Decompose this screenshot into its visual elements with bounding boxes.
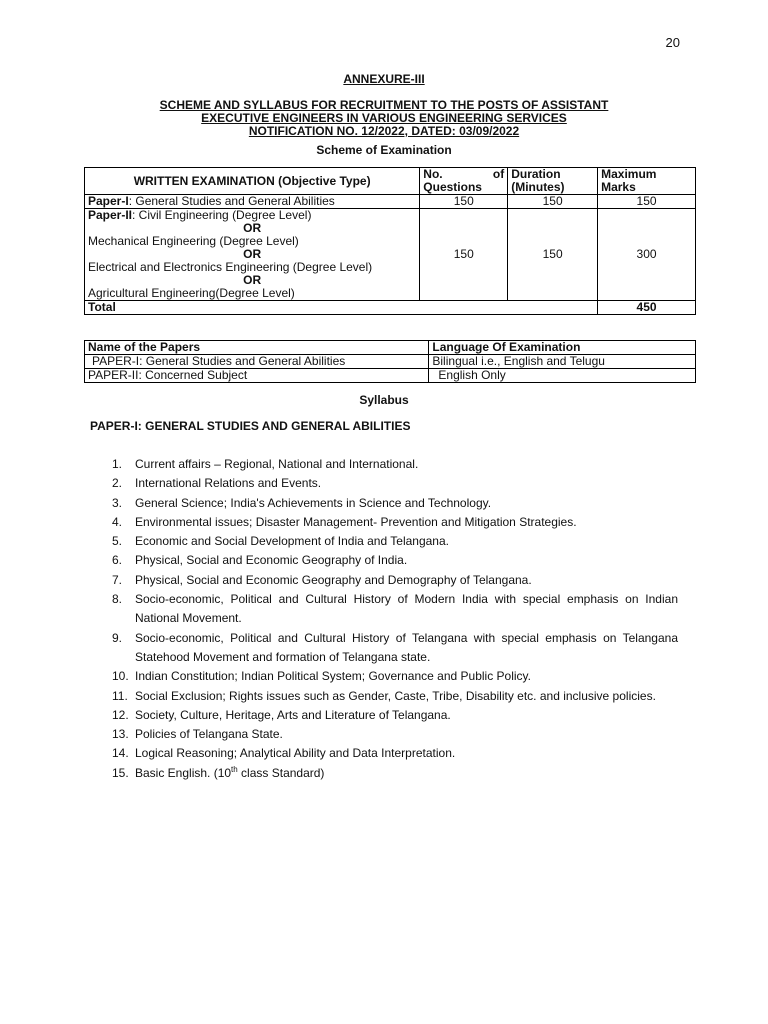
scheme-of-examination-table (84, 167, 696, 315)
paper2-agricultural: Agricultural Engineering(Degree Level) (88, 286, 295, 300)
item15-before: Basic English. (10 (135, 765, 232, 780)
or-separator: OR (243, 247, 262, 261)
item-number: 3. (112, 495, 123, 510)
table-row (85, 355, 696, 369)
lang-row2-language: English Only (429, 369, 696, 383)
paper1-text: : General Studies and General Abilities (128, 194, 335, 208)
lang-row2-paper: PAPER-II: Concerned Subject (85, 369, 429, 383)
item-text: General Science; India's Achievements in Science and Technology. (135, 495, 492, 510)
paper2-civil: : Civil Engineering (Degree Level) (132, 208, 312, 222)
paper2-questions: 150 (420, 209, 508, 301)
header-questions-label: Questions (423, 180, 482, 194)
list-item (100, 764, 678, 783)
header-written-exam: WRITTEN EXAMINATION (Objective Type) (85, 168, 420, 195)
item-text: Indian Constitution; Indian Political System; Governance and Public Policy. (135, 669, 531, 684)
paper2-duration: 150 (508, 209, 598, 301)
item-text: Economic and Social Development of India and Telangana. (135, 534, 449, 549)
table-row (85, 209, 696, 301)
table-header-row (85, 168, 696, 195)
lang-row1-paper: PAPER-I: General Studies and General Abilities (85, 355, 429, 369)
item-number: 10. (112, 669, 129, 684)
list-item (100, 474, 678, 493)
header-language: Language Of Examination (429, 341, 696, 355)
list-item (100, 725, 678, 744)
paper1-heading: PAPER-I: GENERAL STUDIES AND GENERAL ABILITIES (90, 419, 411, 433)
item-number: 14. (112, 746, 129, 761)
item-number: 12. (112, 707, 129, 722)
paper1-cell (85, 195, 420, 209)
list-item (100, 706, 678, 725)
table-row (85, 195, 696, 209)
table-header-row (85, 341, 696, 355)
item-text: Social Exclusion; Rights issues such as Gender, Caste, Tribe, Disability etc. and inclusive policies. (135, 688, 656, 703)
document-title-line-2: EXECUTIVE ENGINEERS IN VARIOUS ENGINEERING SERVICES (201, 111, 567, 125)
item-text: Physical, Social and Economic Geography and Demography of Telangana. (135, 572, 532, 587)
scheme-heading: Scheme of Examination (316, 143, 452, 157)
paper2-marks: 300 (598, 209, 696, 301)
item-text: Socio-economic, Political and Cultural History of Telangana with special emphasis on Telangana Statehood Movement and formation of Telangana state. (135, 630, 678, 664)
item-number: 2. (112, 476, 123, 491)
annexure-title: ANNEXURE-III (343, 72, 425, 86)
list-item (100, 455, 678, 474)
document-title-line-1: SCHEME AND SYLLABUS FOR RECRUITMENT TO THE POSTS OF ASSISTANT (159, 98, 609, 112)
item15-superscript: th (231, 764, 238, 774)
paper1-questions: 150 (420, 195, 508, 209)
header-duration-label: Duration (511, 167, 561, 181)
item-number: 5. (112, 534, 123, 549)
item-text: Environmental issues; Disaster Management- Prevention and Mitigation Strategies. (135, 514, 577, 529)
paper2-electrical: Electrical and Electronics Engineering (Degree Level) (88, 260, 373, 274)
item-number: 11. (112, 688, 128, 703)
item-text: Socio-economic, Political and Cultural History of Modern India with special emphasis on Indian National Movement. (135, 592, 678, 626)
list-item (100, 571, 678, 590)
item-text: Current affairs – Regional, National and International. (135, 457, 419, 471)
page-number: 20 (665, 35, 680, 50)
total-label: Total (85, 301, 598, 315)
header-max-marks (598, 168, 696, 195)
paper2-mechanical: Mechanical Engineering (Degree Level) (88, 234, 299, 248)
item-number: 15. (112, 765, 129, 780)
header-paper-name: Name of the Papers (85, 341, 429, 355)
header-duration (508, 168, 598, 195)
paper2-cell (85, 209, 420, 301)
header-max-label: Maximum (601, 167, 657, 181)
item15-after: class Standard) (237, 765, 325, 780)
syllabus-list (100, 455, 678, 783)
item-number: 6. (112, 553, 123, 568)
item-number: 9. (112, 630, 123, 645)
item-text: Society, Culture, Heritage, Arts and Literature of Telangana. (135, 707, 451, 722)
list-item (100, 667, 678, 686)
item-number: 4. (112, 514, 123, 529)
header-marks-label: Marks (601, 180, 636, 194)
or-separator: OR (243, 273, 262, 287)
list-item (100, 687, 678, 706)
list-item (100, 513, 678, 532)
list-item (100, 532, 678, 551)
lang-row1-language: Bilingual i.e., English and Telugu (429, 355, 696, 369)
syllabus-heading: Syllabus (359, 393, 409, 407)
list-item (100, 551, 678, 570)
item-text: Physical, Social and Economic Geography of India. (135, 553, 408, 568)
header-questions (420, 168, 508, 195)
list-item (100, 494, 678, 513)
item-text: Logical Reasoning; Analytical Ability and Data Interpretation. (135, 746, 456, 761)
list-item (100, 629, 678, 668)
header-duration-unit: (Minutes) (511, 180, 565, 194)
header-questions-no: No. (423, 167, 443, 181)
item-number: 8. (112, 592, 123, 607)
notification-line: NOTIFICATION NO. 12/2022, DATED: 03/09/2022 (248, 124, 520, 138)
list-item (100, 590, 678, 629)
paper2-label: Paper-II (88, 208, 133, 222)
total-row (85, 301, 696, 315)
language-table (84, 340, 696, 383)
table-row (85, 369, 696, 383)
list-item (100, 744, 678, 763)
paper1-label: Paper-I (88, 194, 129, 208)
paper1-duration: 150 (508, 195, 598, 209)
header-questions-of: of (492, 167, 505, 181)
item-number: 1. (112, 457, 123, 471)
paper1-marks: 150 (598, 195, 696, 209)
total-marks: 450 (598, 301, 696, 315)
item-text: Policies of Telangana State. (135, 727, 283, 742)
item-number: 13. (112, 727, 129, 742)
item-text: International Relations and Events. (135, 476, 322, 491)
or-separator: OR (243, 221, 262, 235)
item-number: 7. (112, 572, 123, 587)
